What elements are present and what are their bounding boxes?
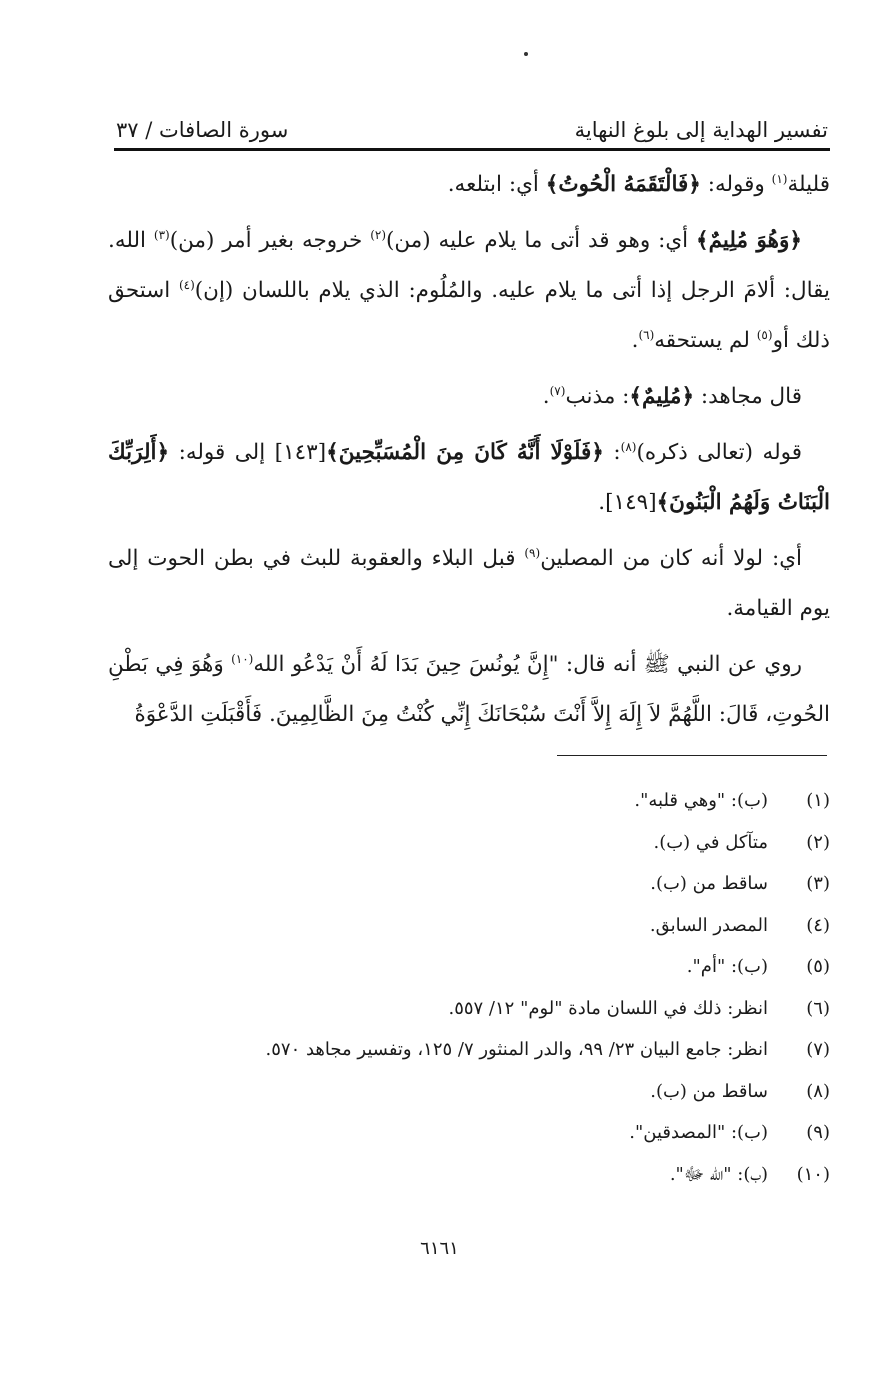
footnote-number: (١) — [806, 790, 830, 811]
text-span: روي عن النبي ﷺ أنه قال: "إِنَّ يُونُسَ حِينَ بَدَا لَهُ أَنْ يَدْعُو الله — [253, 652, 803, 677]
footnote-ref: (٣) — [153, 227, 170, 242]
paragraph-1 — [108, 160, 830, 210]
footnote-text: ساقط من (ب). — [650, 873, 768, 894]
text-span: أي: لولا أنه كان من المصلين — [540, 546, 802, 571]
text-span: [١٤٩]. — [598, 490, 657, 515]
text-span: . — [631, 328, 639, 353]
text-span: : — [603, 440, 621, 465]
text-span: خروجه بغير أمر (من) — [169, 228, 371, 253]
book-title: تفسير الهداية إلى بلوغ النهاية — [574, 118, 828, 142]
text-span: قليلة — [787, 172, 830, 197]
footnote-ref: (٢) — [370, 227, 387, 242]
footnote-text: (ب): "الله ﷻ". — [669, 1163, 768, 1185]
footnote-number: (٣) — [806, 873, 830, 894]
page-number: ٦١٦١ — [420, 1238, 459, 1259]
paragraph-3 — [108, 372, 830, 422]
quran-quote: ﴿مُلِيمٌ﴾ — [629, 384, 695, 409]
text-span: [١٤٣] إلى قوله: — [169, 440, 327, 465]
footnote-text: (ب): "المصدقين". — [629, 1122, 768, 1143]
text-span: قبل البلاء والعقوبة للبث في بطن الحوت إلى يوم القيامة. — [108, 546, 830, 621]
footnote-ref: (١) — [771, 171, 788, 186]
footnote-text: المصدر السابق. — [649, 914, 768, 936]
footnote-text: متآكل في (ب). — [653, 831, 768, 853]
footnote — [108, 780, 830, 822]
paragraph-5 — [108, 534, 830, 634]
footnote-ref: (٦) — [638, 327, 655, 342]
footnote — [108, 1154, 830, 1196]
text-span: وقوله: — [700, 172, 772, 197]
text-span: قال مجاهد: — [694, 384, 802, 409]
footnote-ref: (٤) — [178, 277, 195, 292]
main-text — [108, 160, 830, 746]
footnote — [108, 1029, 830, 1071]
text-span: . — [542, 384, 550, 409]
footnote-ref: (١٠) — [231, 651, 254, 666]
header-rule — [114, 148, 830, 151]
footnote-text: انظر: ذلك في اللسان مادة "لوم" ١٢/ ٥٥٧. — [448, 997, 768, 1019]
text-span: أي: وهو قد أتى ما يلام عليه (من) — [386, 228, 697, 253]
paragraph-6 — [108, 640, 830, 740]
footnote — [108, 905, 830, 947]
footnote — [108, 822, 830, 864]
text-span: وَهُوَ فِي بَطْنِ الحُوتِ، قَالَ: اللَّهُمَّ لاَ إِلَهَ إِلاَّ أَنْتَ سُبْحَانَكَ إِنِّي كُنْتُ مِنَ الظَّالِمِينَ. فَأَقْبَلَتِ الدَّعْوَةُ — [108, 652, 830, 727]
footnote-number: (٦) — [806, 997, 830, 1019]
footnote-number: (١٠) — [796, 1163, 830, 1185]
footnote — [108, 863, 830, 905]
footnote-number: (٩) — [806, 1122, 830, 1143]
footnote-separator — [557, 755, 827, 756]
footnote-text: ساقط من (ب). — [650, 1080, 768, 1102]
quran-quote: ﴿وَهُوَ مُلِيمٌ﴾ — [696, 228, 802, 253]
footnote-text: (ب): "وهي قلبه". — [634, 790, 768, 811]
paragraph-4 — [108, 428, 830, 528]
running-header — [116, 104, 828, 142]
footnote-text: انظر: جامع البيان ٢٣/ ٩٩، والدر المنثور ٧/ ١٢٥، وتفسير مجاهد ٥٧٠. — [265, 1039, 768, 1060]
footnote-number: (٤) — [806, 914, 830, 936]
footnote-text: (ب): "أم". — [686, 956, 768, 977]
quran-quote: ﴿فَالْتَقَمَهُ الْحُوتُ﴾ — [545, 172, 701, 197]
text-span: أي: ابتلعه. — [447, 172, 546, 197]
footnote-number: (٧) — [806, 1039, 830, 1060]
footnote — [108, 1112, 830, 1154]
footnote-ref: (٧) — [549, 383, 566, 398]
footnote — [108, 946, 830, 988]
text-span: قوله (تعالى ذكره) — [636, 440, 802, 465]
text-span: استحق ذلك أو — [108, 278, 830, 353]
quran-quote: ﴿أَلِرَبِّكَ الْبَنَاتُ وَلَهُمُ الْبَنُونَ﴾ — [108, 440, 830, 515]
text-span: الله. يقال: ألامَ الرجل إذا أتى ما يلام عليه. والمُلُوم: الذي يلام باللسان (إن) — [108, 228, 830, 303]
text-span: : مذنب — [565, 384, 630, 409]
footnote-number: (٨) — [806, 1080, 830, 1102]
footnote — [108, 1071, 830, 1113]
text-span: لم يستحقه — [654, 328, 757, 353]
footnote-ref: (٨) — [620, 439, 637, 454]
surah-title: سورة الصافات / ٣٧ — [116, 118, 289, 142]
ink-dot — [524, 52, 528, 56]
footnote-number: (٥) — [806, 956, 830, 977]
quran-quote: ﴿فَلَوْلَا أَنَّهُ كَانَ مِنَ الْمُسَبِّحِينَ﴾ — [326, 440, 604, 465]
paragraph-2 — [108, 216, 830, 366]
footnote-ref: (٩) — [524, 545, 541, 560]
footnote-number: (٢) — [806, 831, 830, 853]
footnotes — [108, 780, 830, 1195]
footnote — [108, 988, 830, 1030]
footnote-ref: (٥) — [756, 327, 773, 342]
